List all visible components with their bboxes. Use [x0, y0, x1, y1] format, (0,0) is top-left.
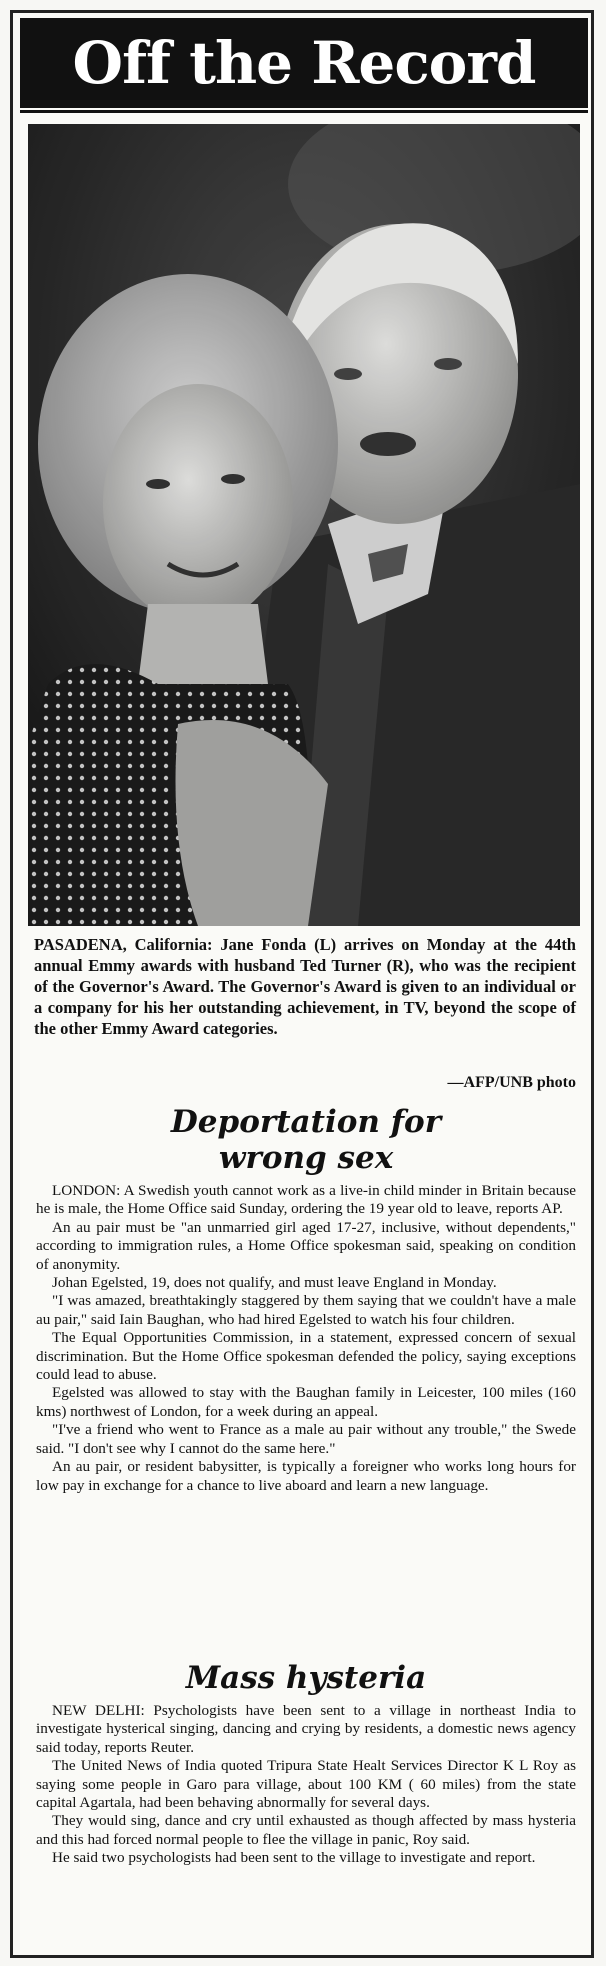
story1-paragraph: LONDON: A Swedish youth cannot work as a live-in child minder in Britain because he is male, the Home Office said Sunday, ordering the 19 year old to leave, reports AP. — [36, 1182, 576, 1218]
story1-paragraph: "I've a friend who went to France as a male au pair without any trouble," the Swede said. "I don't see why I cannot do the same here." — [36, 1421, 576, 1457]
story2-paragraph: NEW DELHI: Psychologists have been sent to a village in northeast India to investigate hysterical singing, dancing and crying by residents, a domestic news agency said today, reports Reuter. — [36, 1702, 576, 1756]
masthead — [20, 18, 588, 108]
story1-paragraph: Johan Egelsted, 19, does not qualify, and must leave England in Monday. — [52, 1274, 497, 1292]
story1-paragraph: Egelsted was allowed to stay with the Baughan family in Leicester, 100 miles (160 kms) northwest of London, for a week during an appeal. — [36, 1384, 576, 1420]
story1-paragraph: An au pair must be "an unmarried girl aged 17-27, inclusive, without dependents," according to immigration rules, a Home Office spokesman said, speaking on condition of anonymity. — [36, 1218, 576, 1273]
story1-paragraph: The Equal Opportunities Commission, in a statement, expressed concern of sexual discrimination. But the Home Office spokesman defended the policy, saying exceptions could lead to abuse. — [36, 1329, 576, 1384]
photo-caption: PASADENA, California: Jane Fonda (L) arrives on Monday at the 44th annual Emmy awards with husband Ted Turner (R), who was the recipient of the Governor's Award. The Governor's Award is given to an individual or a company for his her outstanding achievement, in TV, beyond the scope of the other Emmy Award categories. — [34, 935, 576, 1038]
story2-paragraph: The United News of India quoted Tripura State Healt Services Director K L Roy as saying some people in Garo para village, about 100 KM ( 60 miles) from the state capital Agartala, had been behaving abnormally for several days. — [36, 1757, 576, 1812]
story1-headline — [36, 1104, 576, 1176]
story1-paragraph: An au pair, or resident babysitter, is typically a foreigner who works long hours for low pay in exchange for a chance to live aboard and learn a new language. — [36, 1458, 576, 1494]
masthead-title: Off the Record — [72, 29, 536, 97]
story1-paragraph: "I was amazed, breathtakingly staggered by them saying that we couldn't have a male au pair," said Iain Baughan, who had hired Egelsted to watch his four children. — [36, 1292, 576, 1328]
photo-credit: —AFP/UNB photo — [447, 1074, 576, 1091]
masthead-rule — [20, 110, 588, 113]
story1-headline-line1: Deportation for — [170, 1104, 442, 1140]
story2-headline: Mass hysteria — [185, 1660, 427, 1696]
story1-headline-line2: wrong sex — [218, 1140, 394, 1176]
story2-paragraph: They would sing, dance and cry until exhausted as though affected by mass hysteria and this had forced normal people to flee the village in panic, Roy said. — [36, 1812, 576, 1848]
news-photo — [28, 124, 580, 926]
story1-body — [36, 1182, 576, 1495]
photo-image — [28, 124, 580, 926]
story2-body — [36, 1702, 576, 1868]
story2-paragraph: He said two psychologists had been sent to the village to investigate and report. — [52, 1849, 536, 1867]
